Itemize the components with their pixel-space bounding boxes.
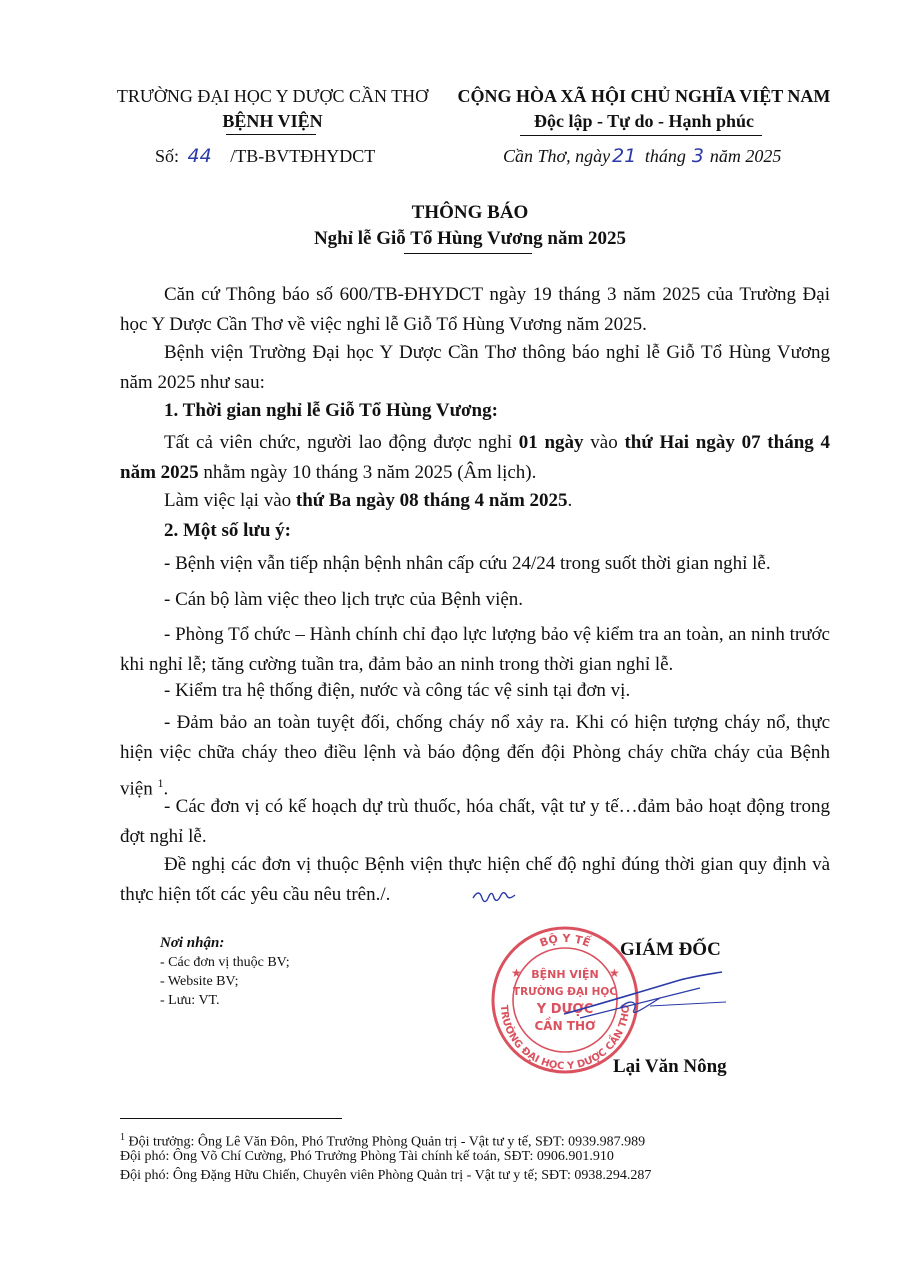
national-motto: Độc lập - Tự do - Hạnh phúc — [533, 111, 755, 131]
paragraph-basis: Căn cứ Thông báo số 600/TB-ĐHYDCT ngày 19 tháng 3 năm 2025 của Trường Đại học Y Dược Cần Thơ về việc nghỉ lễ Giỗ Tổ Hùng Vương năm 2025. — [120, 284, 830, 335]
footnote-line-2: Đội phó: Ông Võ Chí Cường, Phó Trưởng Phòng Tài chính kế toán, SĐT: 0906.901.910 — [120, 1149, 614, 1164]
note-security: - Phòng Tổ chức – Hành chính chỉ đạo lực lượng bảo vệ kiểm tra an toàn, an ninh trước khi nghỉ lễ; tăng cường tuần tra, đảm bảo an ninh trong thời gian nghỉ lễ. — [120, 624, 830, 675]
note-fire-safety: - Đảm bảo an toàn tuyệt đối, chống cháy nổ xảy ra. Khi có hiện tượng cháy nổ, thực hiện việc chữa cháy theo điều lệnh và báo động đến đội Phòng cháy chữa cháy của Bệnh viện $^1$. — [120, 712, 830, 800]
footnote-line-3: Đội phó: Ông Đặng Hữu Chiến, Chuyên viên Phòng Quản trị - Vật tư y tế; SĐT: 0938.294.287 — [120, 1168, 652, 1183]
date-month-handwritten: 3 — [691, 145, 704, 167]
date-year-label: năm 2025 — [709, 146, 782, 166]
date-day-handwritten: 21 — [612, 145, 637, 167]
note-supplies: - Các đơn vị có kế hoạch dự trù thuốc, hóa chất, vật tư y tế…đảm bảo hoạt động trong đợt nghỉ lễ. — [120, 796, 830, 847]
motto-underline — [520, 135, 762, 136]
date-month-label: tháng — [644, 146, 686, 166]
stamp-line-3: Y DƯỢC — [536, 1002, 594, 1017]
recipients-heading: Nơi nhận: — [160, 935, 225, 951]
section1-paragraph2: Làm việc lại vào thứ Ba ngày 08 tháng 4 năm 2025. — [164, 490, 573, 511]
closing-paragraph: Đề nghị các đơn vị thuộc Bệnh viện thực hiện chế độ nghỉ đúng thời gian quy định và thực hiện tốt các yêu cầu nêu trên./. — [120, 854, 830, 905]
org-unit-text: BỆNH VIỆN — [222, 111, 323, 131]
svg-text:BỘ Y TẾ — [538, 932, 593, 950]
stamp-line-4: CẦN THƠ — [534, 1019, 596, 1033]
note-utilities: - Kiểm tra hệ thống điện, nước và công tác vệ sinh tại đơn vị. — [164, 680, 631, 701]
section2-heading: 2. Một số lưu ý: — [164, 520, 291, 541]
org-unit-underline — [226, 134, 316, 135]
doc-number-handwritten: 44 — [187, 145, 212, 167]
org-parent: TRƯỜNG ĐẠI HỌC Y DƯỢC CẦN THƠ — [116, 86, 429, 106]
recipient-item: - Các đơn vị thuộc BV; — [160, 955, 290, 970]
doc-number — [155, 145, 375, 167]
recipient-item: - Website BV; — [160, 974, 239, 989]
section1-heading: 1. Thời gian nghỉ lễ Giỗ Tổ Hùng Vương: — [164, 400, 498, 421]
stamp-line-2: TRƯỜNG ĐẠI HỌC — [512, 986, 618, 998]
footnote-separator — [120, 1118, 342, 1119]
org-unit — [100, 111, 445, 132]
stamp-star-icon: ★ — [609, 966, 620, 980]
stamp-outer-text: BỘ Y TẾ — [538, 931, 593, 950]
section1-paragraph1: Tất cả viên chức, người lao động được nghỉ 01 ngày vào thứ Hai ngày 07 tháng 4 năm 2025 nhằm ngày 10 tháng 3 năm 2025 (Âm lịch). — [120, 432, 830, 483]
note-duty-schedule: - Cán bộ làm việc theo lịch trực của Bệnh viện. — [164, 589, 524, 610]
recipient-item: - Lưu: VT. — [160, 993, 220, 1008]
doc-title: THÔNG BÁO — [411, 202, 529, 223]
footnote-line-1: $^1$ Đội trưởng: Ông Lê Văn Đôn, Phó Trưởng Phòng Quản trị - Vật tư y tế, SĐT: 0939.987.989 — [120, 1132, 646, 1150]
doc-subtitle: Nghỉ lễ Giỗ Tổ Hùng Vương năm 2025 — [313, 228, 627, 249]
date-city: Cần Thơ, ngày — [503, 146, 611, 166]
note-emergency: - Bệnh viện vẫn tiếp nhận bệnh nhân cấp cứu 24/24 trong suốt thời gian nghỉ lễ. — [164, 553, 771, 574]
footnote-marker: 1 — [120, 1132, 125, 1143]
signer-title: GIÁM ĐỐC — [620, 939, 721, 960]
subtitle-underline — [404, 253, 532, 254]
handwritten-signature — [560, 968, 730, 1028]
footnote-ref: 1 — [157, 776, 164, 790]
signer-name: Lại Văn Nông — [613, 1056, 727, 1077]
issue-date — [503, 145, 781, 167]
stamp-line-1: BỆNH VIỆN — [531, 968, 599, 981]
paragraph-intro: Bệnh viện Trường Đại học Y Dược Cần Thơ thông báo nghỉ lễ Giỗ Tổ Hùng Vương năm 2025 như sau: — [120, 342, 830, 393]
doc-number-suffix: /TB-BVTĐHYDCT — [230, 146, 376, 166]
doc-number-prefix: Số: — [155, 146, 180, 166]
national-title: CỘNG HÒA XÃ HỘI CHỦ NGHĨA VIỆT NAM — [457, 86, 831, 106]
stamp-ring-text: TRƯỜNG ĐẠI HỌC Y DƯỢC CẦN THƠ — [497, 1004, 633, 1073]
initials-mark — [470, 884, 518, 908]
stamp-star-icon: ★ — [511, 966, 522, 980]
